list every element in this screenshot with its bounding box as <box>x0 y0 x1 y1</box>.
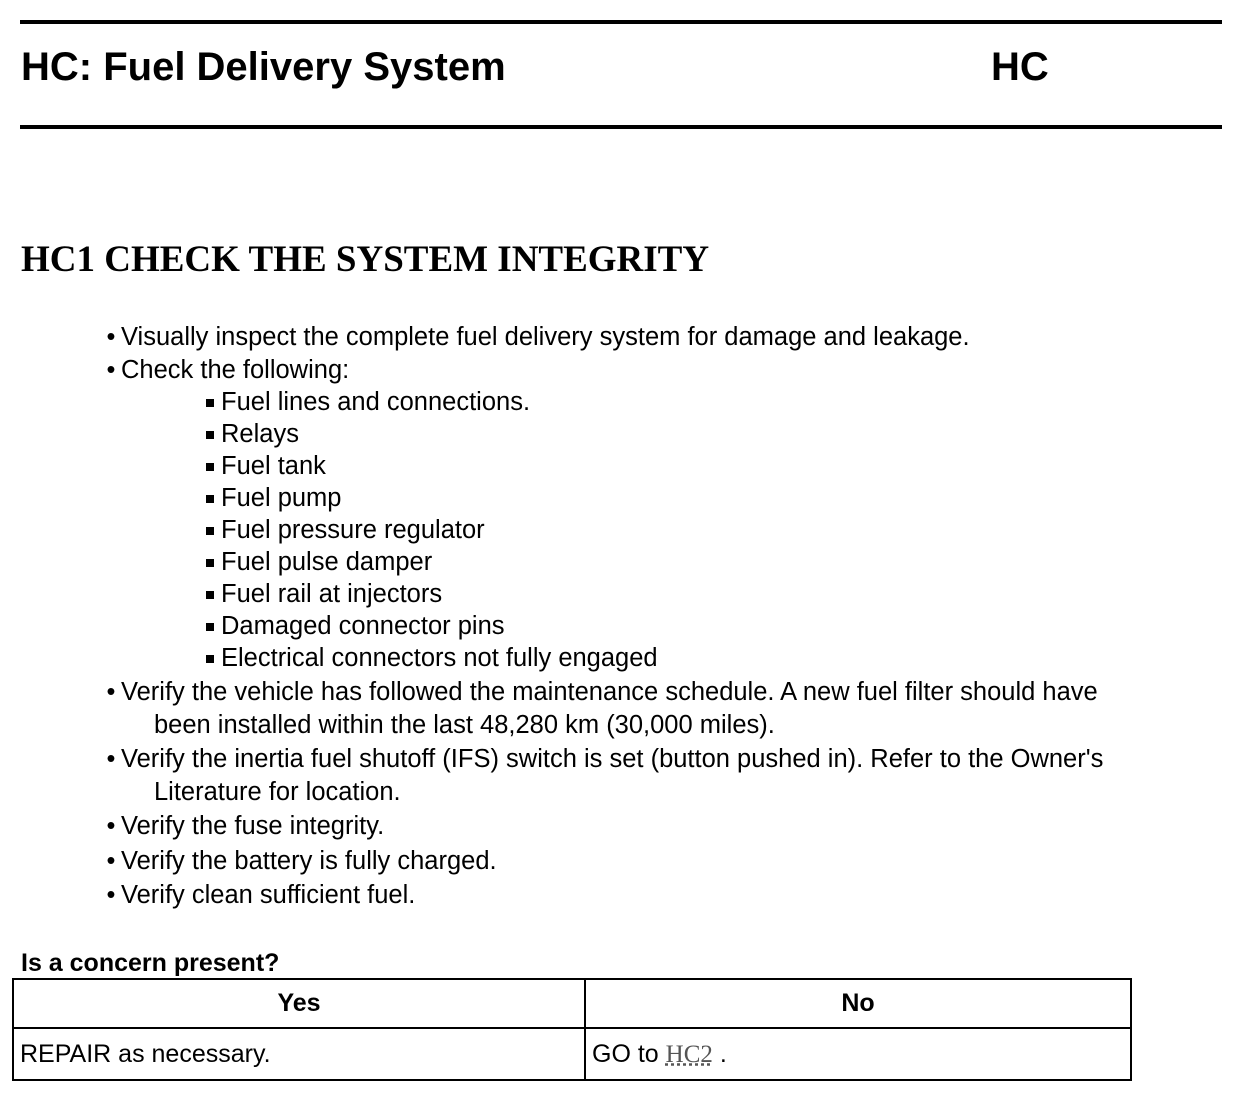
square-bullet-icon <box>206 623 214 631</box>
list-item <box>0 879 1103 912</box>
square-bullet-icon <box>206 591 214 599</box>
check-item <box>0 546 1103 578</box>
check-item <box>0 450 1103 482</box>
list-item-text: Verify the battery is fully charged. <box>121 846 497 875</box>
list-item-text: Check the following: <box>121 355 350 384</box>
answer-table <box>12 978 1132 1081</box>
bullet-icon: • <box>106 846 116 875</box>
list-item-text: Verify the fuse integrity. <box>121 812 385 840</box>
yes-action-cell: REPAIR as necessary. <box>13 1028 585 1080</box>
concern-question: Is a concern present? <box>21 949 280 977</box>
yes-header: Yes <box>13 979 585 1028</box>
list-item <box>0 321 1103 354</box>
instruction-list <box>0 321 1103 912</box>
no-action-cell <box>585 1028 1131 1080</box>
bullet-icon: • <box>106 745 116 773</box>
check-item <box>0 642 1103 674</box>
table-row <box>13 1028 1131 1080</box>
bullet-icon: • <box>106 678 116 706</box>
check-item-text: Damaged connector pins <box>221 612 505 640</box>
check-item <box>0 386 1103 418</box>
header-top-rule <box>20 20 1222 24</box>
list-item-text: Verify the vehicle has followed the maintenance schedule. A new fuel filter should have <box>121 678 1098 706</box>
check-item <box>0 610 1103 642</box>
check-item-text: Fuel pressure regulator <box>221 516 485 544</box>
check-item <box>0 482 1103 514</box>
list-item <box>0 845 1103 878</box>
check-item-text: Electrical connectors not fully engaged <box>221 644 658 672</box>
hc2-link[interactable]: HC2 <box>665 1040 713 1068</box>
square-bullet-icon <box>206 431 214 439</box>
square-bullet-icon <box>206 527 214 535</box>
check-item-text: Fuel pump <box>221 484 342 512</box>
page-title: HC: Fuel Delivery System <box>21 45 506 89</box>
check-item <box>0 514 1103 546</box>
check-item <box>0 418 1103 450</box>
check-item-text: Fuel lines and connections. <box>221 388 531 416</box>
list-item-text: Verify the inertia fuel shutoff (IFS) switch is set (button pushed in). Refer to the Owner's <box>121 745 1104 773</box>
bullet-icon: • <box>106 812 116 840</box>
square-bullet-icon <box>206 399 214 407</box>
no-action-suffix: . <box>719 1039 727 1068</box>
step-heading: HC1 CHECK THE SYSTEM INTEGRITY <box>21 239 710 280</box>
bullet-icon: • <box>106 881 116 909</box>
bullet-icon: • <box>106 355 116 384</box>
check-item <box>0 578 1103 610</box>
square-bullet-icon <box>206 463 214 471</box>
square-bullet-icon <box>206 559 214 567</box>
check-item-text: Fuel pulse damper <box>221 548 433 576</box>
section-code: HC <box>991 45 1049 89</box>
check-item-text: Fuel rail at injectors <box>221 580 443 608</box>
table-header-row <box>13 979 1131 1028</box>
square-bullet-icon <box>206 495 214 503</box>
no-header: No <box>585 979 1131 1028</box>
list-item-continuation: Literature for location. <box>154 777 401 806</box>
bullet-icon: • <box>106 323 116 351</box>
list-item-continuation: been installed within the last 48,280 km (30,000 miles). <box>154 710 775 739</box>
list-item-text: Verify clean sufficient fuel. <box>121 881 416 909</box>
list-item <box>0 676 1103 741</box>
list-item <box>0 810 1103 843</box>
check-item-text: Relays <box>221 420 299 448</box>
no-action-prefix: GO to <box>592 1039 659 1068</box>
header-bottom-rule <box>20 125 1222 129</box>
square-bullet-icon <box>206 655 214 663</box>
list-item-text: Visually inspect the complete fuel delivery system for damage and leakage. <box>121 323 970 351</box>
list-item <box>0 354 1103 387</box>
check-item-text: Fuel tank <box>221 452 326 480</box>
list-item <box>0 743 1103 808</box>
